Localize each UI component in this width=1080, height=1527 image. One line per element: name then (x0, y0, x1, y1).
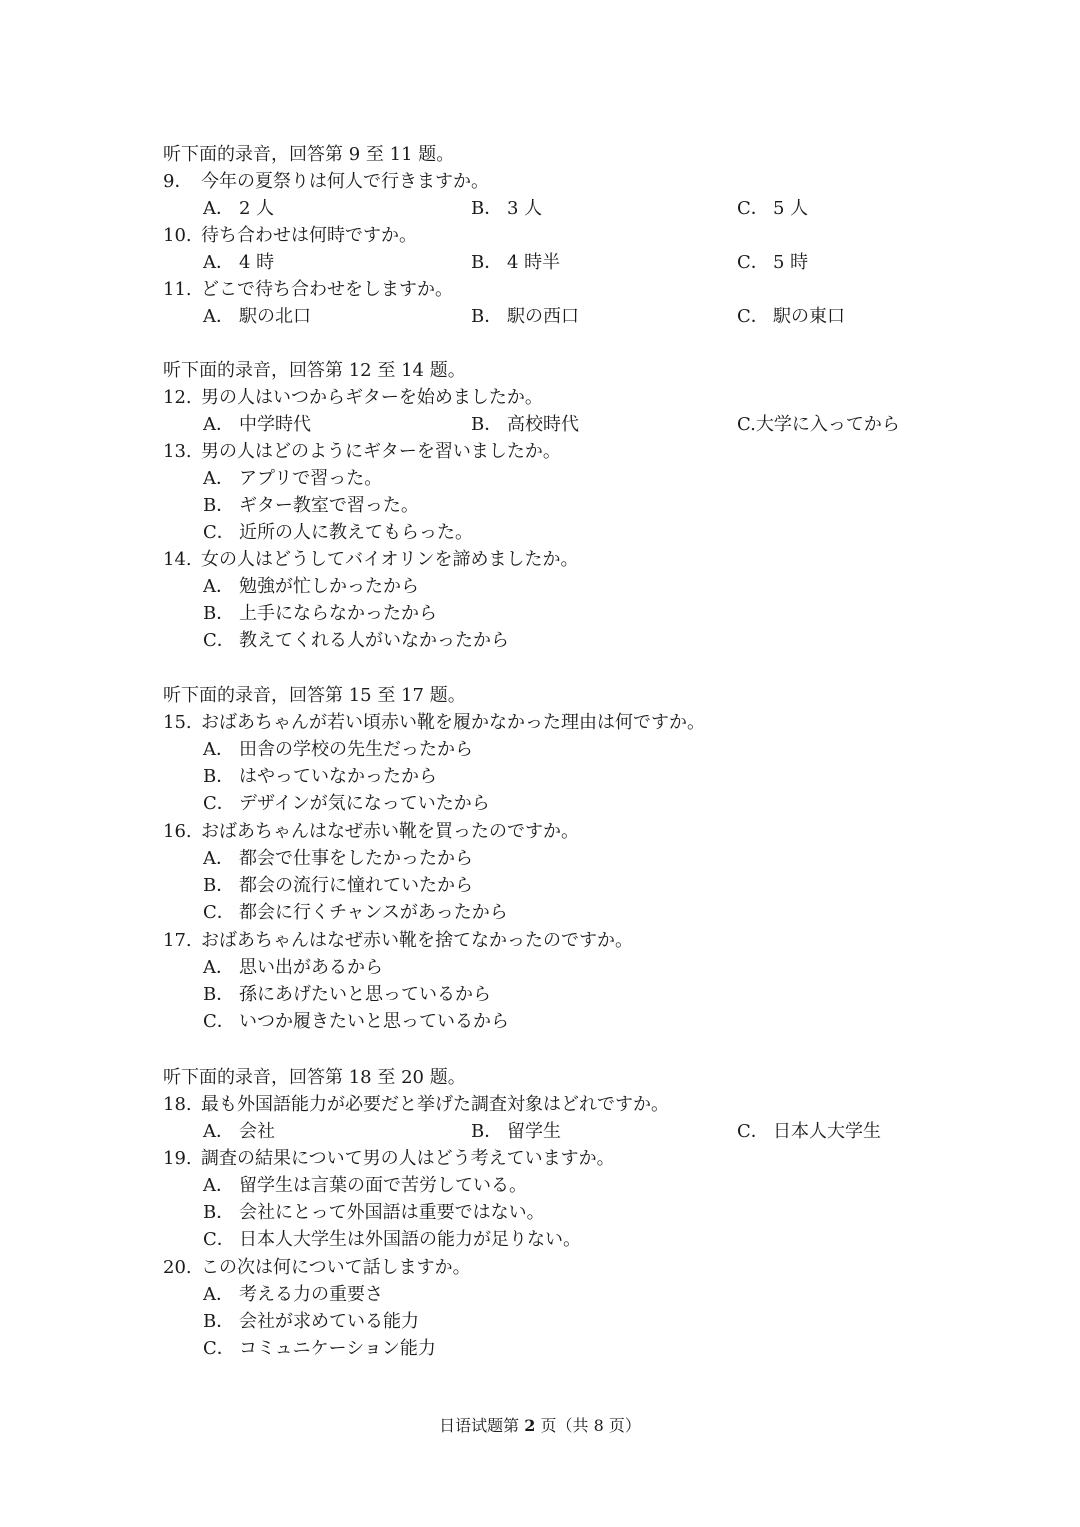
question-number: 19. (163, 1148, 192, 1169)
question-15 (163, 712, 705, 734)
option-c: C． 駅の東口 (737, 306, 845, 327)
question-13 (163, 441, 561, 463)
question-number: 9． (163, 171, 193, 192)
option-a: A． 4 時 (203, 252, 275, 273)
option-a: A． アプリで習った。 (203, 468, 383, 489)
option-b: B． 駅の西口 (471, 306, 579, 327)
section-header: 听下面的录音，回答第 15 至 17 题。 (163, 685, 466, 706)
option-c: C． デザインが気になっていたから (203, 793, 490, 814)
question-text: 最も外国語能力が必要だと挙げた調査対象はどれですか。 (201, 1094, 669, 1115)
option-a: A． 駅の北口 (203, 306, 311, 327)
question-number: 20. (163, 1257, 192, 1278)
option-c: C． 日本人大学生 (737, 1121, 881, 1142)
question-10 (163, 225, 417, 247)
question-number: 16. (163, 821, 192, 842)
option-a: A． 会社 (203, 1121, 275, 1142)
question-number: 18. (163, 1094, 192, 1115)
option-b: B． 留学生 (471, 1121, 561, 1142)
option-b: B． 会社にとって外国語は重要ではない。 (203, 1202, 545, 1223)
question-19 (163, 1148, 615, 1170)
option-c: C． 教えてくれる人がいなかったから (203, 630, 509, 651)
question-11 (163, 279, 453, 301)
question-number: 11. (163, 279, 192, 300)
section-header: 听下面的录音，回答第 18 至 20 题。 (163, 1067, 466, 1088)
question-text: 女の人はどうしてバイオリンを諦めましたか。 (201, 549, 579, 570)
option-c: C． 5 時 (737, 252, 809, 273)
question-18 (163, 1094, 669, 1116)
option-a: A． 都会で仕事をしたかったから (203, 848, 473, 869)
question-text: おばあちゃんはなぜ赤い靴を捨てなかったのですか。 (201, 930, 633, 951)
section-header: 听下面的录音，回答第 9 至 11 题。 (163, 144, 455, 165)
question-number: 12. (163, 387, 192, 408)
option-a: A． 思い出があるから (203, 957, 383, 978)
option-b: B． ギター教室で習った。 (203, 495, 419, 516)
question-16 (163, 821, 579, 843)
option-c: C． コミュニケーション能力 (203, 1338, 436, 1359)
option-c: C． いつか履きたいと思っているから (203, 1011, 509, 1032)
option-b: B． 4 時半 (471, 252, 561, 273)
question-text: 調査の結果について男の人はどう考えていますか。 (201, 1148, 615, 1169)
option-a: A． 中学時代 (203, 414, 311, 435)
option-b: B． 会社が求めている能力 (203, 1311, 419, 1332)
section-header: 听下面的录音，回答第 12 至 14 题。 (163, 360, 466, 381)
option-c: C． 5 人 (737, 198, 809, 219)
question-number: 15. (163, 712, 192, 733)
footer-suffix: 页（共 8 页） (535, 1416, 641, 1435)
question-text: 男の人はどのようにギターを習いましたか。 (201, 441, 561, 462)
option-b: B． 孫にあげたいと思っているから (203, 984, 491, 1005)
option-a: A． 田舎の学校の先生だったから (203, 739, 473, 760)
question-text: この次は何について話しますか。 (201, 1257, 471, 1278)
page-footer (0, 1416, 1080, 1436)
question-20 (163, 1257, 471, 1279)
option-b: B． はやっていなかったから (203, 766, 437, 787)
option-c: C.大学に入ってから (737, 414, 900, 435)
option-a: A． 勉強が忙しかったから (203, 576, 419, 597)
footer-prefix: 日语试题第 (439, 1416, 525, 1435)
question-text: 男の人はいつからギターを始めましたか。 (201, 387, 543, 408)
option-a: A． 2 人 (203, 198, 275, 219)
option-b: B． 上手にならなかったから (203, 603, 437, 624)
option-a: A． 留学生は言葉の面で苦労している。 (203, 1175, 527, 1196)
option-c: C． 都会に行くチャンスがあったから (203, 902, 508, 923)
question-number: 17. (163, 930, 192, 951)
option-b: B． 都会の流行に憧れていたから (203, 875, 473, 896)
question-number: 14. (163, 549, 192, 570)
question-14 (163, 549, 578, 571)
question-text: おばあちゃんはなぜ赤い靴を買ったのですか。 (201, 821, 579, 842)
question-9 (163, 171, 489, 193)
question-number: 10. (163, 225, 192, 246)
footer-page-number: 2 (524, 1416, 536, 1435)
option-c: C． 日本人大学生は外国語の能力が足りない。 (203, 1229, 581, 1250)
question-text: 待ち合わせは何時ですか。 (201, 225, 417, 246)
question-text: 今年の夏祭りは何人で行きますか。 (201, 171, 489, 192)
option-b: B． 3 人 (471, 198, 543, 219)
question-text: おばあちゃんが若い頃赤い靴を履かなかった理由は何ですか。 (201, 712, 705, 733)
question-number: 13. (163, 441, 192, 462)
option-a: A． 考える力の重要さ (203, 1284, 383, 1305)
option-b: B． 高校時代 (471, 414, 579, 435)
question-text: どこで待ち合わせをしますか。 (201, 279, 453, 300)
option-c: C． 近所の人に教えてもらった。 (203, 522, 473, 543)
question-17 (163, 930, 633, 952)
question-12 (163, 387, 543, 409)
